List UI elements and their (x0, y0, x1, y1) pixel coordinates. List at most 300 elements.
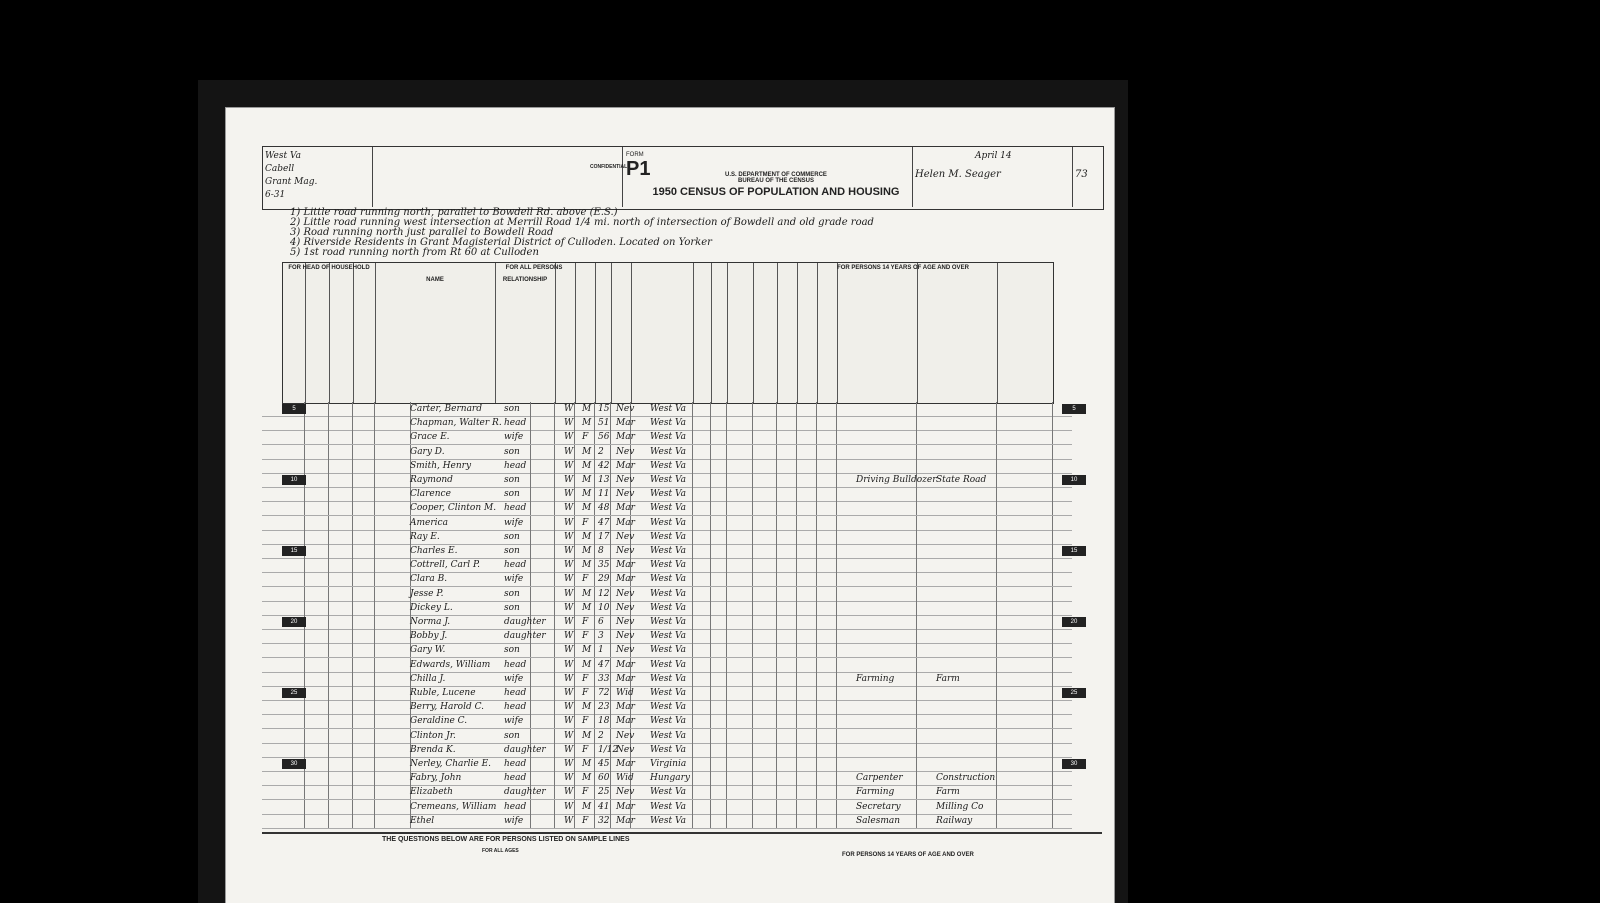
person-name: Cooper, Clinton M. (410, 503, 497, 514)
column-rule (796, 615, 797, 629)
column-rule (836, 445, 837, 459)
column-rule (610, 686, 611, 700)
column-rule (610, 672, 611, 686)
column-rule (594, 430, 595, 444)
column-rule (796, 672, 797, 686)
census-row (262, 544, 1072, 559)
birthplace: West Va (650, 574, 686, 585)
column-rule (776, 473, 777, 487)
sample-line-marker: 10 (1062, 475, 1086, 485)
column-rule (328, 530, 329, 544)
marital-status: Nev (616, 787, 635, 798)
column-rule (530, 572, 531, 586)
race: W (564, 759, 574, 769)
column-rule (710, 558, 711, 572)
column-rule (796, 430, 797, 444)
column-rule (916, 430, 917, 444)
column-rule (776, 530, 777, 544)
race: W (564, 688, 574, 698)
person-name: Ethel (410, 815, 435, 826)
relationship: wife (504, 673, 524, 684)
column-rule (692, 814, 693, 828)
column-rule (916, 700, 917, 714)
column-rule (752, 814, 753, 828)
column-rule (1052, 430, 1053, 444)
sex: M (582, 531, 592, 542)
column-rule (916, 544, 917, 558)
sex: F (582, 815, 589, 826)
column-rule (594, 601, 595, 615)
column-rule (304, 629, 305, 643)
column-rule (530, 530, 531, 544)
sex: M (582, 801, 592, 812)
header-col (305, 263, 330, 403)
column-rule (554, 714, 555, 728)
column-rule (752, 785, 753, 799)
column-rule (710, 714, 711, 728)
bureau-name: BUREAU OF THE CENSUS (737, 178, 814, 184)
column-rule (796, 785, 797, 799)
person-name: Carter, Bernard (410, 404, 482, 414)
column-rule (752, 743, 753, 757)
census-title: 1950 CENSUS OF POPULATION AND HOUSING (652, 186, 900, 198)
column-rule (996, 714, 997, 728)
column-rule (776, 615, 777, 629)
column-rule (554, 643, 555, 657)
column-rule (374, 814, 375, 828)
census-row (262, 643, 1072, 658)
relationship: son (504, 531, 520, 542)
sample-line-marker: 20 (1062, 617, 1086, 627)
marital-status: Nev (616, 588, 635, 599)
column-rule (574, 473, 575, 487)
column-rule (726, 587, 727, 601)
column-rule (530, 672, 531, 686)
birthplace: West Va (650, 815, 686, 826)
marital-status: Nev (616, 631, 635, 642)
column-rule (726, 416, 727, 430)
column-rule (610, 814, 611, 828)
marital-status: Nev (616, 404, 635, 414)
column-rule (352, 487, 353, 501)
column-rule (554, 430, 555, 444)
column-rule (710, 501, 711, 515)
column-rule (692, 587, 693, 601)
census-row (262, 700, 1072, 715)
column-rule (816, 516, 817, 530)
column-rule (352, 714, 353, 728)
column-rule (554, 615, 555, 629)
relationship: head (504, 560, 527, 571)
column-rule (574, 629, 575, 643)
column-rule (1052, 643, 1053, 657)
age: 47 (598, 659, 610, 670)
column-rule (352, 643, 353, 657)
column-rule (996, 430, 997, 444)
relationship: wife (504, 716, 524, 727)
industry: Railway (936, 815, 973, 826)
column-rule (726, 501, 727, 515)
census-row (262, 629, 1072, 644)
column-rule (610, 572, 611, 586)
column-rule (752, 686, 753, 700)
column-rule (530, 729, 531, 743)
column-rule (776, 643, 777, 657)
race: W (564, 744, 574, 755)
column-rule (328, 672, 329, 686)
race: W (564, 588, 574, 599)
column-rule (352, 615, 353, 629)
column-rule (304, 700, 305, 714)
column-rule (710, 658, 711, 672)
column-rule (692, 544, 693, 558)
race: W (564, 645, 574, 656)
column-rule (816, 416, 817, 430)
sample-line-marker: 25 (282, 688, 306, 698)
column-rule (796, 459, 797, 473)
column-rule (610, 445, 611, 459)
column-rule (996, 459, 997, 473)
column-rule (692, 672, 693, 686)
column-rule (328, 785, 329, 799)
column-rule (352, 658, 353, 672)
column-rule (1052, 714, 1053, 728)
column-rule (304, 487, 305, 501)
person-name: Ruble, Lucene (410, 688, 476, 698)
column-rule (352, 445, 353, 459)
person-name: Clara B. (410, 574, 448, 585)
column-rule (726, 757, 727, 771)
column-rule (836, 487, 837, 501)
age: 8 (598, 546, 604, 556)
column-rule (692, 743, 693, 757)
column-rule (328, 516, 329, 530)
column-rule (836, 516, 837, 530)
race: W (564, 716, 574, 727)
column-rule (752, 714, 753, 728)
column-rule (1052, 402, 1053, 416)
column-rule (1052, 800, 1053, 814)
column-rule (752, 445, 753, 459)
over-14-label: FOR PERSONS 14 YEARS OF AGE AND OVER (837, 265, 969, 271)
column-rule (726, 629, 727, 643)
column-rule (610, 544, 611, 558)
column-rule (996, 516, 997, 530)
place-value: Grant Mag. (265, 177, 318, 187)
sex: M (582, 446, 592, 457)
column-rule (352, 743, 353, 757)
column-rule (574, 601, 575, 615)
column-rule (574, 672, 575, 686)
age: 11 (598, 489, 610, 500)
location-cell (263, 147, 373, 207)
all-persons-label: FOR ALL PERSONS (505, 265, 563, 271)
column-rule (574, 643, 575, 657)
race: W (564, 787, 574, 798)
column-rule (726, 658, 727, 672)
column-rule (530, 430, 531, 444)
column-rule (574, 686, 575, 700)
column-rule (1052, 629, 1053, 643)
column-rule (304, 558, 305, 572)
relationship: wife (504, 517, 524, 528)
column-rule (916, 501, 917, 515)
column-rule (916, 587, 917, 601)
column-rule (328, 459, 329, 473)
column-rule (916, 459, 917, 473)
column-rule (710, 629, 711, 643)
column-rule (610, 771, 611, 785)
column-rule (836, 700, 837, 714)
occupation: Farming (856, 673, 895, 684)
column-rule (726, 516, 727, 530)
relationship: son (504, 446, 520, 457)
marital-status: Nev (616, 489, 635, 500)
column-rule (374, 416, 375, 430)
column-rule (796, 658, 797, 672)
column-rule (692, 643, 693, 657)
birthplace: West Va (650, 475, 686, 485)
birthplace: West Va (650, 716, 686, 727)
column-rule (374, 601, 375, 615)
column-rule (594, 487, 595, 501)
census-row (262, 771, 1072, 786)
birthplace: West Va (650, 446, 686, 457)
age: 45 (598, 759, 610, 769)
column-rule (374, 572, 375, 586)
column-rule (816, 757, 817, 771)
column-rule (328, 572, 329, 586)
column-rule (594, 501, 595, 515)
marital-status: Nev (616, 546, 635, 556)
column-rule (836, 757, 837, 771)
census-row (262, 501, 1072, 516)
column-rule (574, 714, 575, 728)
column-rule (776, 658, 777, 672)
column-rule (554, 757, 555, 771)
column-rule (776, 487, 777, 501)
column-rule (574, 800, 575, 814)
marital-status: Nev (616, 446, 635, 457)
sex: M (582, 645, 592, 656)
column-rule (836, 785, 837, 799)
column-rule (752, 473, 753, 487)
age: 23 (598, 702, 610, 713)
column-rule (916, 558, 917, 572)
birthplace: West Va (650, 631, 686, 642)
column-rule (816, 544, 817, 558)
marital-status: Mar (616, 503, 635, 514)
column-rule (530, 587, 531, 601)
column-rule (726, 771, 727, 785)
column-rule (574, 487, 575, 501)
column-rule (1052, 572, 1053, 586)
column-rule (352, 800, 353, 814)
person-name: Geraldine C. (410, 716, 468, 727)
relationship: head (504, 801, 527, 812)
enumerator-notes (262, 208, 1102, 260)
column-rule (752, 658, 753, 672)
relationship: head (504, 418, 527, 429)
column-rule (916, 743, 917, 757)
age: 56 (598, 432, 610, 443)
birthplace: West Va (650, 432, 686, 443)
census-row (262, 402, 1072, 417)
census-row (262, 587, 1072, 602)
column-rule (836, 714, 837, 728)
sex: F (582, 688, 589, 698)
column-rule (554, 402, 555, 416)
column-rule (530, 643, 531, 657)
census-row (262, 615, 1072, 630)
column-rule (996, 572, 997, 586)
marital-status: Mar (616, 673, 635, 684)
column-rule (692, 402, 693, 416)
column-rule (530, 771, 531, 785)
column-rule (726, 700, 727, 714)
column-rule (352, 501, 353, 515)
column-rule (554, 572, 555, 586)
column-rule (554, 516, 555, 530)
column-rule (692, 445, 693, 459)
sex: M (582, 730, 592, 741)
column-rule (574, 558, 575, 572)
column-rule (776, 714, 777, 728)
census-row (262, 743, 1072, 758)
column-rule (530, 814, 531, 828)
column-rule (916, 729, 917, 743)
column-rule (752, 587, 753, 601)
census-row (262, 814, 1072, 829)
column-rule (352, 814, 353, 828)
column-rule (776, 501, 777, 515)
relationship: head (504, 460, 527, 471)
column-rule (726, 402, 727, 416)
marital-status: Nev (616, 744, 635, 755)
sample-line-marker: 5 (282, 404, 306, 414)
column-rule (530, 473, 531, 487)
column-rule (374, 459, 375, 473)
sex: M (582, 759, 592, 769)
relationship: head (504, 759, 527, 769)
column-rule (1052, 700, 1053, 714)
column-rule (554, 686, 555, 700)
column-rule (594, 757, 595, 771)
sample-line-marker: 15 (1062, 546, 1086, 556)
column-rule (776, 516, 777, 530)
relationship-column-label: RELATIONSHIP (502, 277, 548, 283)
column-rule (304, 714, 305, 728)
column-rule (304, 672, 305, 686)
column-rule (594, 530, 595, 544)
column-rule (710, 544, 711, 558)
sex: F (582, 631, 589, 642)
birthplace: West Va (650, 645, 686, 656)
column-rule (554, 587, 555, 601)
column-rule (530, 459, 531, 473)
column-rule (610, 558, 611, 572)
column-rule (1052, 501, 1053, 515)
column-rule (996, 416, 997, 430)
column-rule (726, 558, 727, 572)
column-rule (610, 530, 611, 544)
person-name: Smith, Henry (410, 460, 472, 471)
column-rule (776, 430, 777, 444)
column-rule (916, 714, 917, 728)
column-rule (530, 658, 531, 672)
race: W (564, 475, 574, 485)
column-rule (1052, 416, 1053, 430)
header-col (817, 263, 838, 403)
column-rule (374, 516, 375, 530)
column-rule (816, 587, 817, 601)
column-rule (352, 757, 353, 771)
column-rule (374, 757, 375, 771)
census-row (262, 729, 1072, 744)
race: W (564, 617, 574, 627)
column-rule (836, 402, 837, 416)
column-rule (328, 615, 329, 629)
race: W (564, 503, 574, 514)
column-rule (916, 785, 917, 799)
census-sheet (226, 108, 1114, 903)
column-rule (776, 558, 777, 572)
column-rule (752, 558, 753, 572)
column-rule (374, 501, 375, 515)
column-rule (692, 700, 693, 714)
column-rule (916, 572, 917, 586)
birthplace: West Va (650, 744, 686, 755)
column-rule (726, 800, 727, 814)
column-rule (836, 686, 837, 700)
person-name: Brenda K. (410, 744, 456, 755)
column-rule (1052, 459, 1053, 473)
birthplace: West Va (650, 801, 686, 812)
column-rule (916, 757, 917, 771)
column-rule (916, 487, 917, 501)
column-rule (796, 572, 797, 586)
race: W (564, 673, 574, 684)
race: W (564, 773, 574, 784)
relationship: daughter (504, 617, 546, 627)
census-row (262, 416, 1072, 431)
column-rule (776, 700, 777, 714)
column-rule (692, 459, 693, 473)
column-rule (374, 615, 375, 629)
header-col-industry (917, 263, 998, 403)
column-rule (996, 800, 997, 814)
column-rule (594, 686, 595, 700)
column-rule (796, 516, 797, 530)
column-rule (374, 445, 375, 459)
column-rule (554, 814, 555, 828)
column-rule (996, 615, 997, 629)
column-rule (836, 643, 837, 657)
column-rule (752, 430, 753, 444)
sex: F (582, 787, 589, 798)
marital-status: Mar (616, 659, 635, 670)
column-rule (328, 643, 329, 657)
age: 17 (598, 531, 610, 542)
birthplace: Hungary (650, 773, 690, 784)
age: 29 (598, 574, 610, 585)
column-rule (594, 615, 595, 629)
column-rule (304, 430, 305, 444)
column-rule (1052, 587, 1053, 601)
column-rule (996, 672, 997, 686)
column-rule (574, 430, 575, 444)
column-rule (726, 445, 727, 459)
